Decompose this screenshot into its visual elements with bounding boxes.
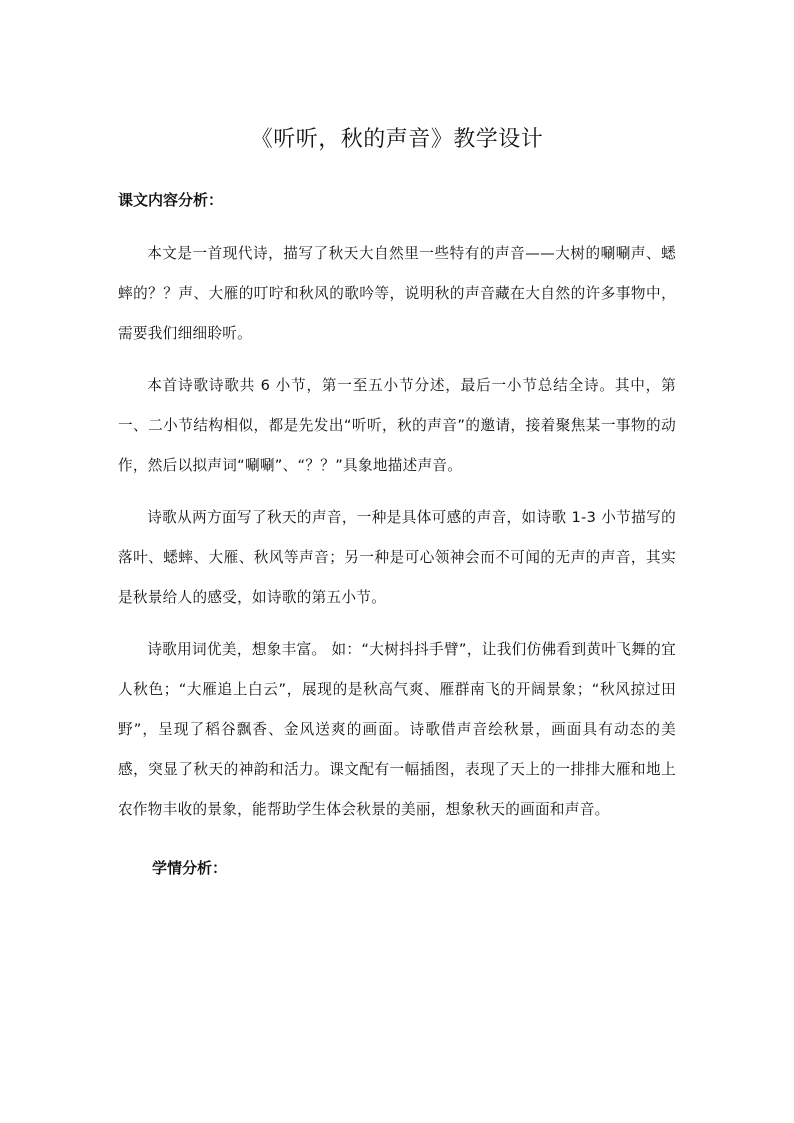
document-title: 《听听，秋的声音》教学设计 (250, 127, 544, 152)
paragraph-overview: 本文是一首现代诗，描写了秋天大自然里一些特有的声音——大树的唰唰声、蟋蟀的？？声、大雁的叮咛和秋风的歌吟等，说明秋的声音藏在大自然的许多事物中，需要我们细细聆听。 (118, 245, 676, 342)
paragraph-structure: 本首诗歌诗歌共 6 小节，第一至五小节分述，最后一小节总结全诗。其中，第一、二小节结构相似，都是先发出“听听，秋的声音”的邀请，接着聚焦某一事物的动作，然后以拟声词“唰唰”、“？？”具象地描述声音。 (118, 377, 676, 474)
paragraph-language-and-imagery: 诗歌用词优美，想象丰富。 如：“大树抖抖手臂”，让我们仿佛看到黄叶飞舞的宜人秋色；“大雁追上白云”，展现的是秋高气爽、雁群南飞的开阔景象；“秋风掠过田野”，呈现了稻谷飘香、金风送爽的画面。诗歌借声音绘秋景，画面具有动态的美感，突显了秋天的神韵和活力。课文配有一幅插图，表现了天上的一排排大雁和地上农作物丰收的景象，能帮助学生体会秋景的美丽，想象秋天的画面和声音。 (118, 641, 676, 818)
document-body (118, 120, 676, 888)
section-heading-learner-analysis: 学情分析： (152, 859, 228, 877)
section-heading-content-analysis: 课文内容分析： (118, 191, 224, 209)
paragraph-two-kinds-of-sound: 诗歌从两方面写了秋天的声音，一种是具体可感的声音，如诗歌 1-3 小节描写的落叶、蟋蟀、大雁、秋风等声音；另一种是可心领神会而不可闻的无声的声音，其实是秋景给人的感受，如诗歌的第五小节。 (118, 509, 676, 606)
